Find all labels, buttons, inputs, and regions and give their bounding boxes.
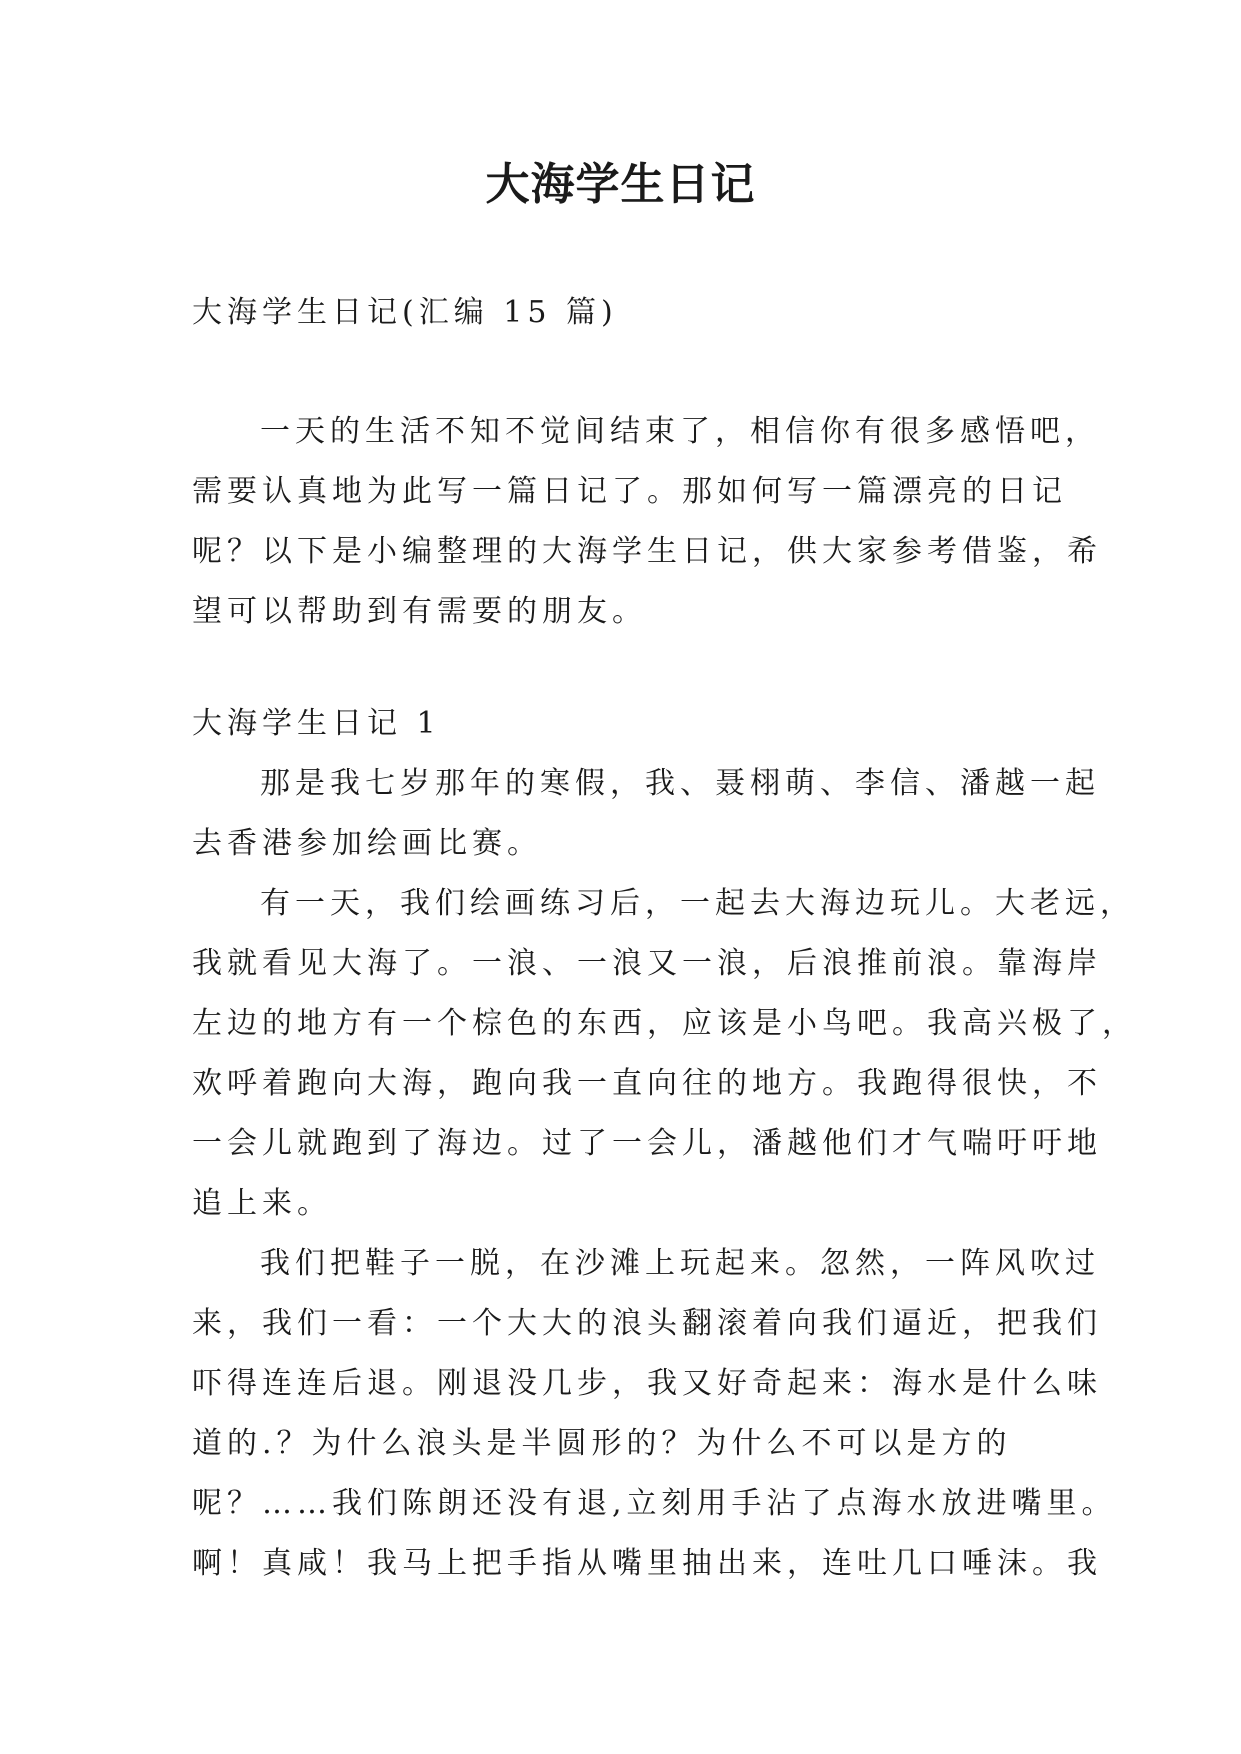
- intro-line: 一天的生活不知不觉间结束了，相信你有很多感悟吧，: [260, 414, 1100, 449]
- document-subtitle: 大海学生日记(汇编 15 篇): [192, 295, 618, 330]
- paragraph-line: 去香港参加绘画比赛。: [192, 826, 542, 861]
- intro-line: 需要认真地为此写一篇日记了。那如何写一篇漂亮的日记: [192, 474, 1067, 509]
- section-heading: 大海学生日记 1: [192, 706, 441, 741]
- paragraph-1: [192, 754, 1100, 874]
- paragraph-line: 左边的地方有一个棕色的东西，应该是小鸟吧。我高兴极了，: [192, 1006, 1137, 1041]
- paragraph-line: 啊！真咸！我马上把手指从嘴里抽出来，连吐几口唾沫。我: [192, 1546, 1102, 1581]
- paragraph-line: 吓得连连后退。刚退没几步，我又好奇起来：海水是什么味: [192, 1366, 1102, 1401]
- document-title: 大海学生日记: [485, 159, 756, 210]
- paragraph-2: [192, 874, 1137, 1234]
- paragraph-line: 那是我七岁那年的寒假，我、聂栩萌、李信、潘越一起: [260, 766, 1100, 801]
- paragraph-line: 我们把鞋子一脱，在沙滩上玩起来。忽然，一阵风吹过: [260, 1246, 1100, 1281]
- intro-line: 呢？以下是小编整理的大海学生日记，供大家参考借鉴，希: [192, 534, 1102, 569]
- paragraph-line: 我就看见大海了。一浪、一浪又一浪，后浪推前浪。靠海岸: [192, 946, 1102, 981]
- paragraph-line: 呢？……我们陈朗还没有退,立刻用手沾了点海水放进嘴里。: [192, 1486, 1117, 1521]
- paragraph-line: 来，我们一看：一个大大的浪头翻滚着向我们逼近，把我们: [192, 1306, 1102, 1341]
- paragraph-line: 欢呼着跑向大海，跑向我一直向往的地方。我跑得很快，不: [192, 1066, 1102, 1101]
- intro-line: 望可以帮助到有需要的朋友。: [192, 594, 647, 629]
- paragraph-line: 有一天，我们绘画练习后，一起去大海边玩儿。大老远，: [260, 886, 1135, 921]
- paragraph-3: [192, 1234, 1117, 1594]
- paragraph-line: 一会儿就跑到了海边。过了一会儿，潘越他们才气喘吁吁地: [192, 1126, 1102, 1161]
- paragraph-line: 追上来。: [192, 1186, 332, 1221]
- paragraph-line: 道的.？为什么浪头是半圆形的？为什么不可以是方的: [192, 1426, 1012, 1461]
- intro-paragraph: [192, 402, 1102, 642]
